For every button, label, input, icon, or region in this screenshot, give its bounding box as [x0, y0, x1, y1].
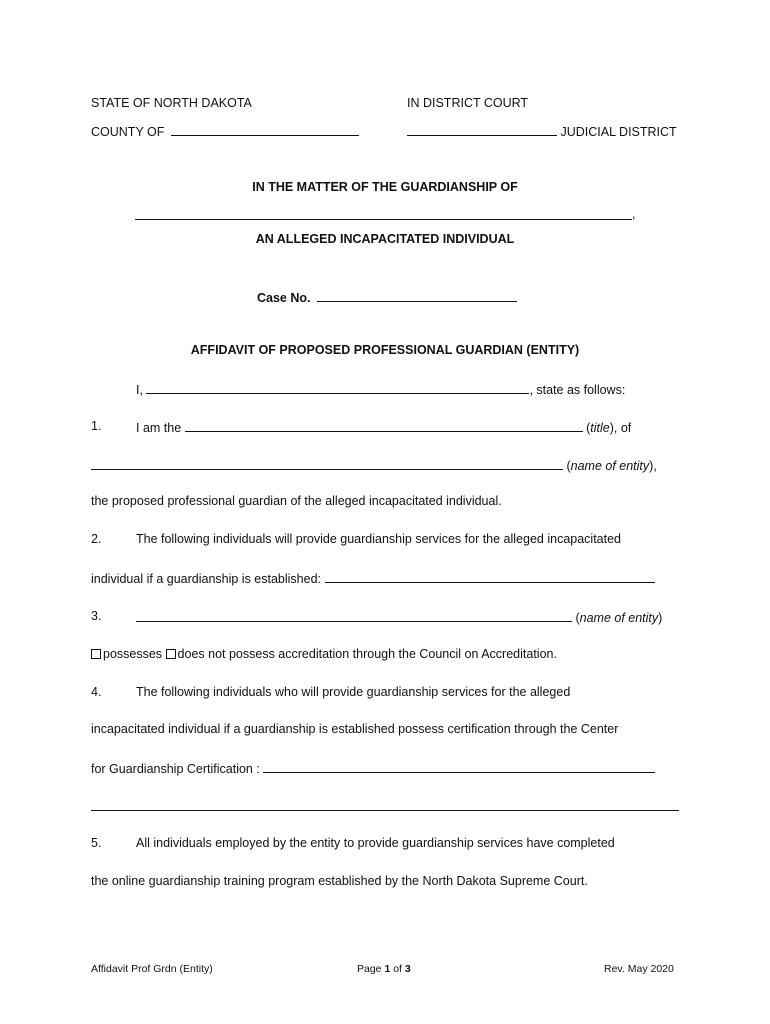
footer-form-name: Affidavit Prof Grdn (Entity): [91, 963, 213, 975]
matter-heading: IN THE MATTER OF THE GUARDIANSHIP OF: [252, 180, 518, 194]
footer-page-of: of: [393, 963, 402, 975]
item3-entity-field[interactable]: [136, 609, 572, 622]
item4-text: The following individuals who will provide guardianship services for the alleged: [136, 685, 571, 699]
case-label: Case No.: [257, 291, 311, 305]
item2-number: 2.: [91, 532, 102, 546]
item1-close: ),: [649, 459, 657, 473]
state-label: STATE OF NORTH DAKOTA: [91, 96, 252, 110]
case-number-field[interactable]: [317, 289, 517, 302]
ward-name-field[interactable]: [135, 219, 632, 220]
not-possess-label: does not possess accreditation through the Council on Accreditation.: [177, 647, 557, 661]
county-field[interactable]: [171, 123, 359, 136]
ward-comma: ,: [632, 207, 636, 221]
item4-certified-field-2[interactable]: [91, 810, 679, 811]
possesses-label: possesses: [103, 647, 163, 661]
item5-number: 5.: [91, 836, 102, 850]
item1-title-field[interactable]: [185, 419, 583, 432]
item5-text: All individuals employed by the entity to provide guardianship services have completed: [136, 836, 615, 850]
item1-text: I am the: [136, 421, 182, 435]
court-label: IN DISTRICT COURT: [407, 96, 529, 110]
item4-row: [91, 760, 655, 776]
footer-page-indicator: [357, 963, 411, 975]
item1-entity-hint: name of entity: [570, 459, 650, 473]
item1-entity-field[interactable]: [91, 457, 563, 470]
intro-state: , state as follows:: [529, 383, 626, 397]
item4-continuation: incapacitated individual if a guardianship is established possess certification through the Center: [91, 722, 619, 736]
item1-title-hint: title: [590, 421, 610, 435]
item2-continuation: individual if a guardianship is established:: [91, 572, 322, 586]
item2-row: [91, 570, 655, 586]
item4-certified-field[interactable]: [263, 760, 655, 773]
item1-row: I am the (title), of: [136, 421, 632, 435]
district-field[interactable]: [407, 123, 557, 136]
item3-number: 3.: [91, 609, 102, 623]
county-row: [91, 123, 359, 139]
item4-number: 4.: [91, 685, 102, 699]
footer-page-prefix: Page: [357, 963, 382, 975]
intro-row: [136, 381, 625, 397]
item3-entity-hint: name of entity: [579, 611, 659, 625]
intro-i: I,: [136, 383, 143, 397]
document-title: AFFIDAVIT OF PROPOSED PROFESSIONAL GUARDIAN (ENTITY): [190, 343, 580, 357]
item1-number: 1.: [91, 419, 102, 433]
not-possess-checkbox[interactable]: [166, 649, 176, 659]
possesses-checkbox[interactable]: [91, 649, 101, 659]
affiant-name-field[interactable]: [146, 381, 529, 394]
district-row: [407, 123, 677, 139]
case-row: [257, 289, 517, 305]
item1-of: ), of: [609, 421, 632, 435]
item2-individuals-field[interactable]: [325, 570, 655, 583]
footer-page-number: 1: [384, 963, 391, 975]
footer-page-total: 3: [404, 963, 411, 975]
footer-revision: Rev. May 2020: [604, 963, 674, 975]
item2-text: The following individuals will provide guardianship services for the alleged incapacitated: [136, 532, 621, 546]
accreditation-row: [91, 647, 557, 661]
item5-continuation: the online guardianship training program established by the North Dakota Supreme Court.: [91, 874, 588, 888]
item1-entity-row: (name of entity),: [91, 457, 657, 473]
district-label: JUDICIAL DISTRICT: [560, 125, 677, 139]
item4-continuation-2: for Guardianship Certification :: [91, 762, 260, 776]
county-label: COUNTY OF: [91, 125, 165, 139]
item1-continuation: the proposed professional guardian of the alleged incapacitated individual.: [91, 494, 502, 508]
item3-row: (name of entity): [136, 609, 662, 625]
individual-heading: AN ALLEGED INCAPACITATED INDIVIDUAL: [255, 232, 515, 246]
